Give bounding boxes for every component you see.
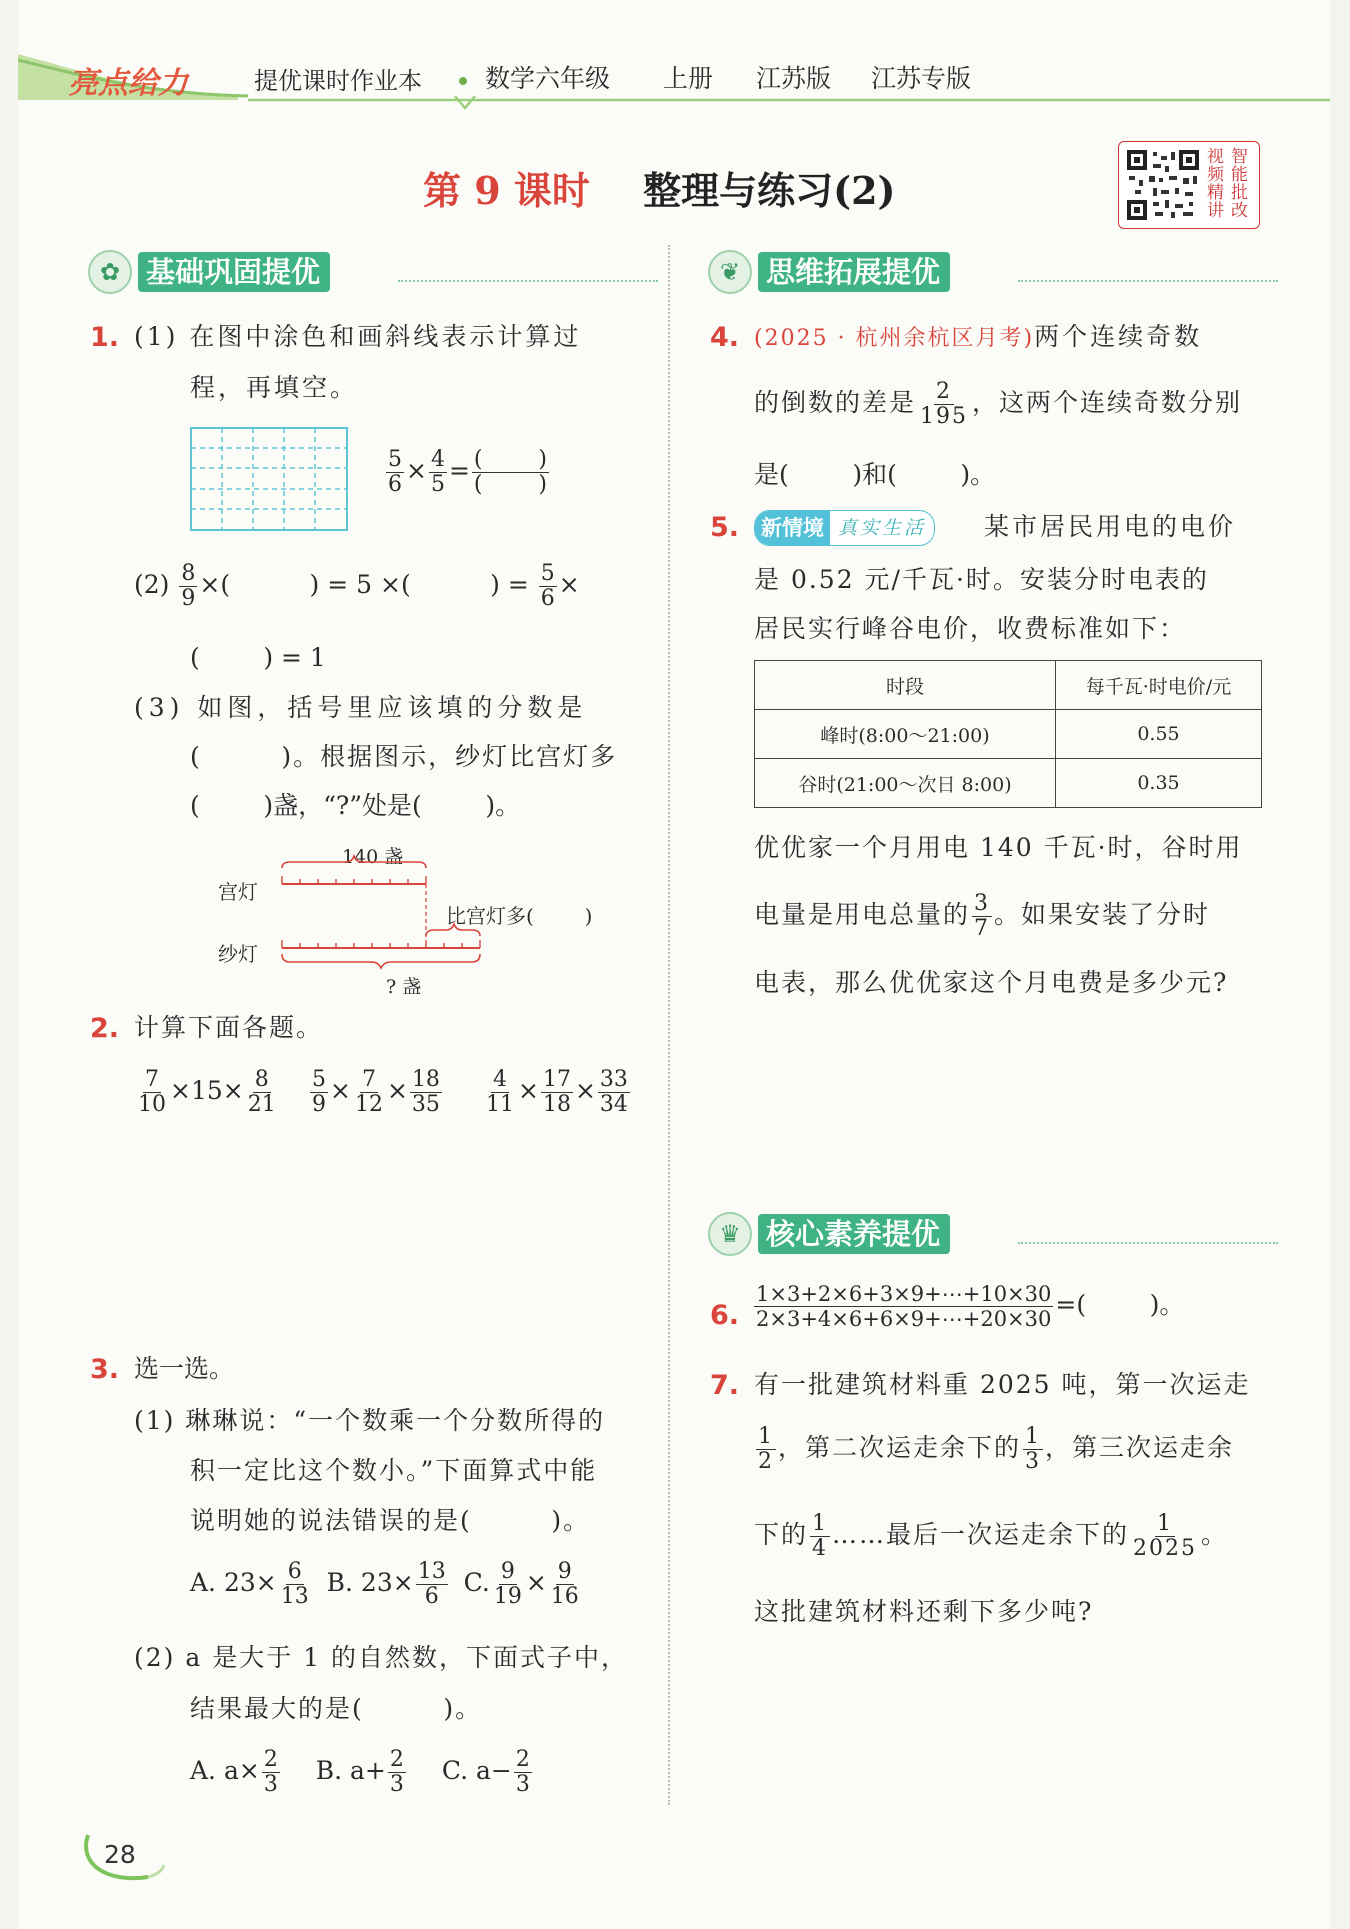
q5-line3: 居民实行峰谷电价，收费标准如下： (754, 614, 1187, 643)
q2-text: 计算下面各题。 (134, 1013, 324, 1042)
header-edition: 江苏版 (756, 64, 832, 93)
diagram-more-label[interactable]: 比宫灯多( ) (446, 904, 593, 928)
q3-part1-line1: (1) 琳琳说：“一个数乘一个分数所得的 (134, 1406, 606, 1435)
q1-part2-blanks[interactable]: ×( ) = 5 ×( ) = (199, 570, 529, 599)
q6-number: 6. (710, 1300, 740, 1331)
q1-number: 1. (90, 322, 120, 353)
table-cell: 0.35 (1056, 759, 1262, 808)
q7-line3: 下的 $\frac{1}{4}$ ……最后一次运走余下的 $\frac{1}{2025}$ 。 (754, 1511, 1229, 1561)
q4-line1: (2025 · 杭州余杭区月考)两个连续奇数 (754, 322, 1203, 351)
q1-part1-line1: (1) 在图中涂色和画斜线表示计算过 (134, 322, 582, 351)
qr-block[interactable] (1118, 141, 1260, 229)
header-bar (18, 50, 1330, 110)
q1-eq1-answer-blank[interactable]: $\frac{( )}{( )}$ (473, 447, 548, 497)
q6-expression[interactable]: $\frac{1\times 3+2\times 6+3\times 9+\cdots+10\times 30}{2\times 3+4\times 6+6\times 9+\cdots+20\times 30}$ =( )。 (756, 1282, 1185, 1331)
table-header-cell: 时段 (755, 661, 1056, 710)
page-number: 28 (104, 1840, 136, 1869)
lesson-topic: 整理与练习(2) (643, 168, 896, 213)
brand-logo: 亮点给力 (68, 66, 188, 101)
diagram-gongdeng-label: 宫灯 (218, 880, 258, 904)
table-header-cell: 每千瓦·时电价/元 (1056, 661, 1262, 710)
q1-part3-line1: (3) 如图，括号里应该填的分数是 (134, 693, 588, 722)
page (18, 0, 1330, 1929)
diagram-bottom-label: ? 盏 (386, 976, 422, 998)
header-volume: 上册 (663, 64, 714, 93)
section-thinking-title: 思维拓展提优 (758, 252, 950, 292)
table-cell: 谷时(21:00～次日 8:00) (755, 759, 1056, 808)
page-title (423, 160, 896, 215)
q5-line2: 是 0.52 元/千瓦·时。安装分时电表的 (754, 565, 1209, 594)
section-core-header (708, 1212, 1278, 1256)
q1-grid-rectangle[interactable] (190, 427, 350, 533)
column-divider (668, 245, 670, 1805)
q5-line1: 某市居民用电的电价 (984, 512, 1237, 541)
q4-line2: 的倒数的差是 $\frac{2}{195}$ ，这两个连续奇数分别 (754, 379, 1243, 429)
q2-expr-2: $\frac{5}{9}$ × $\frac{7}{12}$ × $\frac{18}{35}$ (312, 1067, 440, 1117)
header-dot (459, 77, 467, 85)
q1-eq1: $\frac{5}{6}$ × $\frac{4}{5}$ = $\frac{( )}{( )}$ (388, 447, 548, 497)
header-subtitle: 提优课时作业本 (254, 67, 422, 95)
q3-part1-line3[interactable]: 说明她的说法错误的是( )。 (190, 1506, 591, 1535)
diagram-top-label: 140 盏 (342, 846, 404, 868)
header-grade: 数学六年级 (485, 64, 611, 93)
q4-line3[interactable]: 是( )和( )。 (754, 460, 996, 489)
lesson-number: 第 9 课时 (423, 168, 590, 213)
q3-number: 3. (90, 1354, 120, 1385)
trophy-icon: ♛ (708, 1212, 752, 1256)
q1-part2: (2) $\frac{8}{9}$ ×( ) = 5 ×( ) = $\frac{5}{6}$ × (134, 561, 580, 611)
q5-line4: 优优家一个月用电 140 千瓦·时，谷时用 (754, 833, 1243, 862)
q2-expr-1: $\frac{7}{10}$ ×15× $\frac{8}{21}$ (138, 1067, 276, 1117)
q3-part1-line2: 积一定比这个数小。”下面算式中能 (190, 1456, 598, 1485)
table-header-row (755, 661, 1262, 710)
q3-part2-line2[interactable]: 结果最大的是( )。 (190, 1694, 483, 1723)
qr-labels: 视 智 频 能 精 批 讲 改 (1207, 147, 1248, 221)
q7-number: 7. (710, 1370, 740, 1401)
q1-part1-line2: 程，再填空。 (190, 373, 359, 402)
table-cell: 峰时(8:00～21:00) (755, 710, 1056, 759)
q7-line1: 有一批建筑材料重 2025 吨，第一次运走 (754, 1370, 1251, 1399)
q5-line5: 电量是用电总量的 $\frac{3}{7}$ 。如果安装了分时 (754, 891, 1211, 941)
price-table (754, 660, 1262, 808)
q3-part2-options[interactable]: A. a× $\frac{2}{3}$ B. a+ $\frac{2}{3}$ C. a− $\frac{2}{3}$ (190, 1747, 530, 1797)
diagram-bars (218, 838, 598, 998)
q2-expr-3: $\frac{4}{11}$ × $\frac{17}{18}$ × $\frac{33}{34}$ (486, 1067, 628, 1117)
q1-part3-line3[interactable]: ( )盏，“?”处是( )。 (190, 791, 521, 820)
q3-part1-options[interactable]: A. 23× $\frac{6}{13}$ B. 23× $\frac{13}{6}$ C. $\frac{9}{19}$ × $\frac{9}{16}$ (190, 1559, 579, 1609)
table-row (755, 710, 1262, 759)
q3-text: 选一选。 (134, 1354, 235, 1383)
q5-tag (754, 510, 935, 546)
q7-line2: $\frac{1}{2}$ ，第二次运走余下的 $\frac{1}{3}$ ，第三次运走余 (758, 1424, 1235, 1474)
qr-code-icon (1125, 148, 1201, 222)
gear-flower-icon: ✿ (88, 250, 132, 294)
q5-tag-new: 新情境 (755, 511, 830, 545)
section-basic-title: 基础巩固提优 (138, 252, 330, 292)
section-core-title: 核心素养提优 (758, 1214, 950, 1254)
q2-number: 2. (90, 1013, 120, 1044)
q1-part2-line2[interactable]: ( ) = 1 (190, 643, 326, 672)
q4-source: (2025 · 杭州余杭区月考) (754, 326, 1035, 351)
sprout-icon: ❦ (708, 250, 752, 294)
table-cell: 0.55 (1056, 710, 1262, 759)
q3-part2-line1: (2) a 是大于 1 的自然数，下面式子中， (134, 1643, 629, 1672)
q5-tag-real: 真实生活 (838, 517, 927, 539)
table-row (755, 759, 1262, 808)
q1-part3-line2[interactable]: ( )。根据图示，纱灯比宫灯多 (190, 742, 618, 771)
header-special: 江苏专版 (871, 64, 972, 93)
section-thinking-header (708, 250, 1278, 294)
section-basic-header (88, 250, 658, 294)
q5-line6: 电表，那么优优家这个月电费是多少元? (754, 968, 1229, 997)
diagram-shadeng-label: 纱灯 (218, 942, 258, 966)
q7-line4: 这批建筑材料还剩下多少吨? (754, 1597, 1094, 1626)
q5-number: 5. (710, 512, 740, 543)
lamp-diagram (218, 838, 598, 998)
q4-number: 4. (710, 322, 740, 353)
